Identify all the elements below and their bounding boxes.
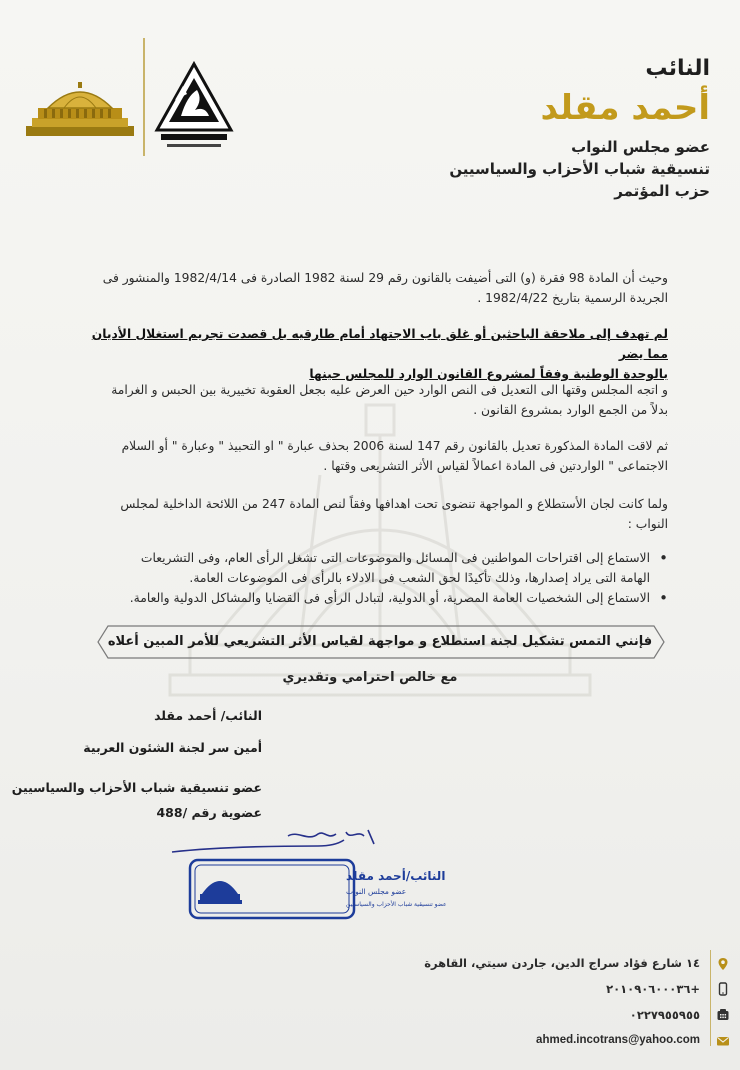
list-item bbox=[70, 588, 668, 608]
footer-divider bbox=[710, 950, 711, 1046]
paragraph-line: وحيث أن المادة 98 فقرة (و) التى أضيفت بالقانون رقم 29 لسنة 1982 الصادرة فى 1982/4/14 والمنشور فى bbox=[102, 271, 668, 285]
paragraph-line: بدلاً من الجمع الوارد بمشروع القانون . bbox=[473, 403, 668, 417]
header-divider bbox=[143, 38, 145, 156]
location-pin-icon bbox=[716, 957, 730, 971]
paragraph-line: و اتجه المجلس وقتها الى التعديل فى النص الوارد حين العرض عليه بجعل العقوبة تخييرية بين الحبس و الغرامة bbox=[111, 383, 668, 397]
coordination-logo-icon bbox=[153, 60, 235, 156]
closing-regards: مع خالص احترامي وتقديري bbox=[282, 670, 458, 685]
paragraph-line: ثم لاقت المادة المذكورة تعديل بالقانون رقم 147 لسنة 2006 بحذف عبارة " او التحبيذ " وعبارة " أو السلام bbox=[121, 439, 668, 453]
paragraph-line: الجريدة الرسمية بتاريخ 1982/4/22 . bbox=[477, 291, 668, 305]
paragraph-line: ولما كانت لجان الأستطلاع و المواجهة تنضوى تحت اهدافها وفقاً لنص المادة 247 من اللائحة الداخلية لمجلس bbox=[120, 497, 668, 511]
header-role-coordination: تنسيقية شباب الأحزاب والسياسيين bbox=[449, 160, 710, 178]
parliament-logo-icon bbox=[24, 78, 136, 140]
paragraph-article-247 bbox=[70, 494, 668, 534]
footer-phone: ٠٢٢٧٩٥٥٩٥٥ bbox=[629, 1008, 700, 1022]
footer-email[interactable]: ahmed.incotrans@yahoo.com bbox=[536, 1034, 700, 1046]
underlined-statement bbox=[70, 324, 668, 384]
paragraph-law-147 bbox=[70, 436, 668, 476]
signature-member-number: عضوية رقم /488 bbox=[156, 805, 262, 820]
paragraph-line: الاجتماعى " الواردتين فى المادة اعمالاً لقياس الأثر التشريعى وقتها . bbox=[323, 459, 668, 473]
header-role-parliament: عضو مجلس النواب bbox=[571, 138, 710, 156]
underlined-line: بالوحدة الوطنية وفقاً لمشروع القانون الوارد للمجلس حينها bbox=[309, 367, 668, 381]
footer-mobile: +٢٠١٠٩٠٦٠٠٠٣٦ bbox=[606, 982, 700, 996]
paragraph-line: النواب : bbox=[627, 517, 668, 531]
header-role-party: حزب المؤتمر bbox=[614, 182, 710, 200]
mobile-phone-icon bbox=[716, 982, 730, 996]
objectives-list bbox=[70, 548, 668, 608]
stamp-line-membership: عضو تنسيقية شباب الأحزاب والسياسيين bbox=[346, 901, 447, 908]
footer-address: ١٤ شارع فؤاد سراج الدين، جاردن سيتي، القاهرة bbox=[424, 956, 700, 970]
list-item bbox=[70, 548, 668, 588]
header-title: النائب bbox=[645, 56, 710, 81]
list-item-line: الاستماع إلى اقتراحات المواطنين فى المسائل والموضوعات التى تشغل الرأى العام، وفى التشريعات bbox=[140, 551, 650, 565]
underlined-line: لم تهدف إلى ملاحقة الباحثين أو غلق باب الاجتهاد أمام طارقيه بل قصدت تجريم استغلال الأديان مما يضر bbox=[91, 327, 668, 361]
header-name: أحمد مقلد bbox=[540, 88, 710, 128]
handwritten-signature bbox=[168, 826, 378, 860]
signature-membership: عضو تنسيقية شباب الأحزاب والسياسيين bbox=[11, 780, 262, 795]
list-item-line: الهامة التى يراد إصدارها، وذلك تأكيدًا لحق الشعب فى الادلاء بالرأى فى الموضوعات العامة. bbox=[189, 571, 650, 585]
signature-position: أمين سر لجنة الشئون العربية bbox=[83, 740, 262, 755]
email-icon bbox=[716, 1034, 730, 1048]
list-item-line: الاستماع إلى الشخصيات العامة المصرية، أو الدولية، لتبادل الرأى فى القضايا والمشاكل الدولية والعامة. bbox=[129, 591, 650, 605]
stamp-line-role: عضو مجلس النواب bbox=[346, 887, 407, 896]
official-stamp bbox=[188, 858, 447, 920]
signature-name: النائب/ أحمد مقلد bbox=[154, 708, 262, 723]
paragraph-council-amendment bbox=[70, 380, 668, 420]
phone-icon bbox=[716, 1008, 730, 1022]
request-text: فإنني التمس تشكيل لجنة استطلاع و مواجهة لقياس الأثر التشريعي للأمر المبين أعلاه bbox=[107, 634, 653, 649]
stamp-line-name: النائب/أحمد مقلد bbox=[346, 869, 446, 883]
paragraph-article-98 bbox=[70, 268, 668, 308]
